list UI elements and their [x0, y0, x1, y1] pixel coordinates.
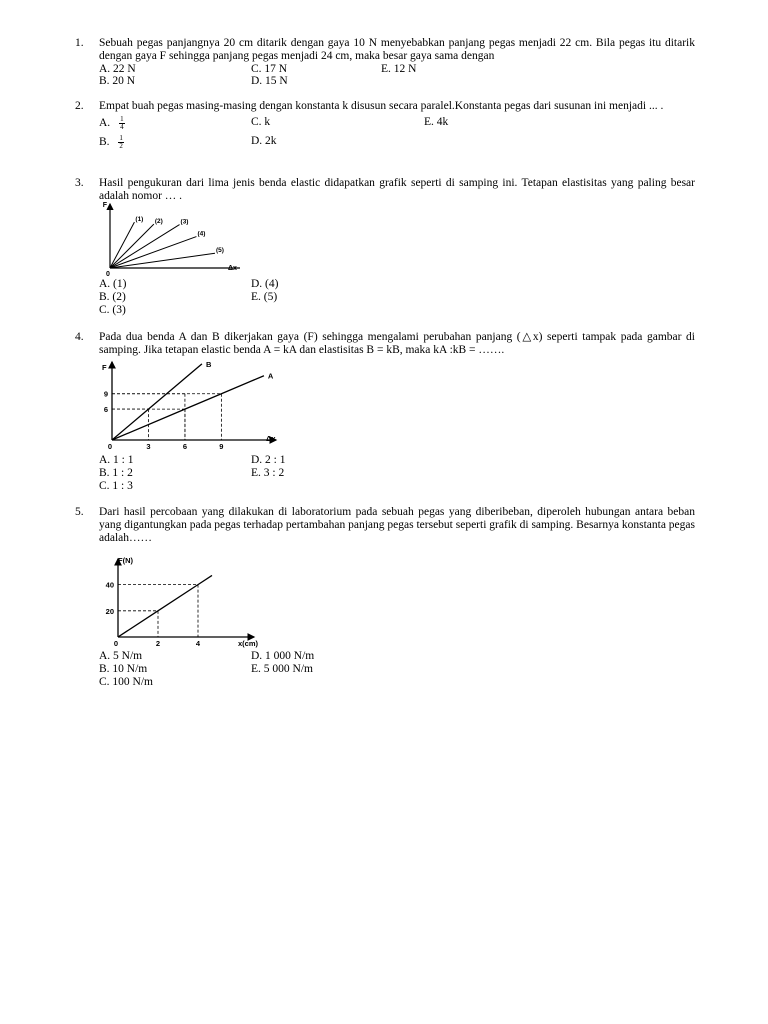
option-d[interactable]: D. 2 : 1: [251, 454, 286, 466]
question-number: 1.: [75, 37, 84, 49]
question-2: [75, 100, 695, 153]
option-e[interactable]: E. 12 N: [381, 63, 417, 75]
question-5-options: [75, 650, 695, 690]
fraction-one-half: [118, 135, 124, 150]
x-tick-label-1: 3: [146, 442, 151, 451]
option-b[interactable]: B. 20 N: [99, 75, 136, 87]
series-line-1: [110, 222, 134, 268]
series-label-5: (5): [215, 247, 224, 255]
option-d[interactable]: D. (4): [251, 278, 279, 290]
question-number: 5.: [75, 506, 84, 518]
x-tick-label-1: 2: [155, 639, 161, 648]
question-5: [75, 506, 695, 545]
question-number: 4.: [75, 331, 84, 343]
x-axis-label: x(cm): [238, 639, 259, 648]
y-axis-label: F(N): [118, 556, 133, 565]
option-c[interactable]: C. 17 N: [251, 63, 288, 75]
chart-force-extension-ab: [100, 358, 290, 456]
series-line-a: [112, 376, 264, 440]
option-c[interactable]: C. k: [251, 116, 271, 128]
series-label-4: (4): [197, 230, 206, 238]
option-b-label: B.: [99, 136, 110, 149]
question-text: Dari hasil percobaan yang dilakukan di laboratorium pada sebuah pegas yang diberibeban, diperoleh hubungan antara beban yang digantungkan pada pegas terhadap pertambahan panjang pegas tersebut seperti grafik di samping. Besarnya konstanta pegas adalah……: [99, 506, 695, 544]
question-text: Pada dua benda A dan B dikerjakan gaya (F) sehingga mengalami perubahan panjang (△x) seperti tampak pada gambar di samping. Jika tetapan elastic benda A = kA dan elastisitas B = kB, maka kA :kB = …….: [99, 331, 695, 356]
y-tick-label-2: 9: [103, 389, 108, 399]
options: [99, 650, 695, 690]
y-tick-label-1: 20: [105, 606, 114, 616]
option-a[interactable]: A. 1 : 1: [99, 454, 134, 466]
series-label-1: (1): [135, 216, 144, 224]
question-text: Hasil pengukuran dari lima jenis benda elastic didapatkan grafik seperti di samping ini. Tetapan elastisitas yang paling besar adalah nomor … .: [99, 177, 695, 202]
option-a[interactable]: A. 22 N: [99, 63, 136, 75]
question-number: 2.: [75, 100, 84, 112]
y-axis-label: F: [102, 202, 107, 209]
y-tick-label-2: 40: [105, 580, 114, 590]
option-a[interactable]: [99, 116, 125, 131]
option-b[interactable]: [99, 135, 124, 150]
options: [99, 116, 695, 156]
option-d[interactable]: D. 1 000 N/m: [251, 650, 315, 662]
option-d[interactable]: D. 2k: [251, 135, 277, 147]
options: [99, 278, 695, 318]
series-label-3: (3): [180, 218, 189, 226]
question-3-options: [75, 278, 695, 318]
fraction-numerator: 1: [119, 134, 123, 142]
fraction-denominator: 2: [119, 142, 123, 150]
fraction-numerator: 1: [120, 115, 124, 123]
option-e[interactable]: E. (5): [251, 291, 278, 303]
option-c[interactable]: C. 100 N/m: [99, 676, 153, 688]
series-label-2: (2): [154, 218, 163, 226]
option-d[interactable]: D. 15 N: [251, 75, 288, 87]
options: [99, 63, 695, 89]
chart-force-vs-x: [98, 553, 270, 651]
origin-label: 0: [106, 271, 110, 278]
option-a[interactable]: A. (1): [99, 278, 127, 290]
question-4-options: [75, 454, 695, 494]
option-c[interactable]: C. 1 : 3: [99, 480, 133, 492]
origin-label: 0: [113, 639, 119, 648]
x-axis-label: Δx: [228, 265, 237, 272]
option-a[interactable]: A. 5 N/m: [99, 650, 143, 662]
chart-elasticity-lines: [100, 200, 250, 280]
option-e[interactable]: E. 3 : 2: [251, 467, 285, 479]
x-tick-label-2: 6: [182, 442, 188, 451]
option-b[interactable]: B. 1 : 2: [99, 467, 133, 479]
y-tick-label-1: 6: [103, 405, 108, 415]
question-text: Sebuah pegas panjangnya 20 cm ditarik dengan gaya 10 N menyebabkan panjang pegas menjadi 22 cm. Bila pegas itu ditarik dengan gaya F sehingga panjang pegas menjadi 24 cm, maka besar gaya sama dengan: [99, 37, 695, 62]
question-number: 3.: [75, 177, 84, 189]
question-text: Empat buah pegas masing-masing dengan konstanta k disusun secara paralel.Konstanta pegas dari susunan ini menjadi ... .: [99, 100, 664, 112]
series-label-b: B: [205, 359, 212, 369]
x-tick-label-2: 4: [195, 639, 201, 648]
option-a-label: A.: [99, 117, 111, 130]
option-b[interactable]: B. (2): [99, 291, 126, 303]
option-c[interactable]: C. (3): [99, 304, 126, 316]
question-1: [75, 37, 695, 89]
x-tick-label-3: 9: [219, 442, 224, 451]
fraction-denominator: 4: [120, 123, 124, 131]
series-label-a: A: [267, 371, 274, 381]
series-line-5: [110, 253, 215, 268]
x-axis-label: Δx: [266, 434, 276, 443]
series-line-b: [112, 364, 202, 440]
origin-label: 0: [107, 442, 113, 451]
y-axis-label: F: [102, 363, 107, 372]
option-e[interactable]: E. 4k: [424, 116, 449, 128]
option-b[interactable]: B. 10 N/m: [99, 663, 148, 675]
question-4: [75, 331, 695, 357]
option-e[interactable]: E. 5 000 N/m: [251, 663, 313, 675]
options: [99, 454, 695, 494]
fraction-one-quarter: [119, 116, 125, 131]
series-line-2: [110, 224, 154, 268]
